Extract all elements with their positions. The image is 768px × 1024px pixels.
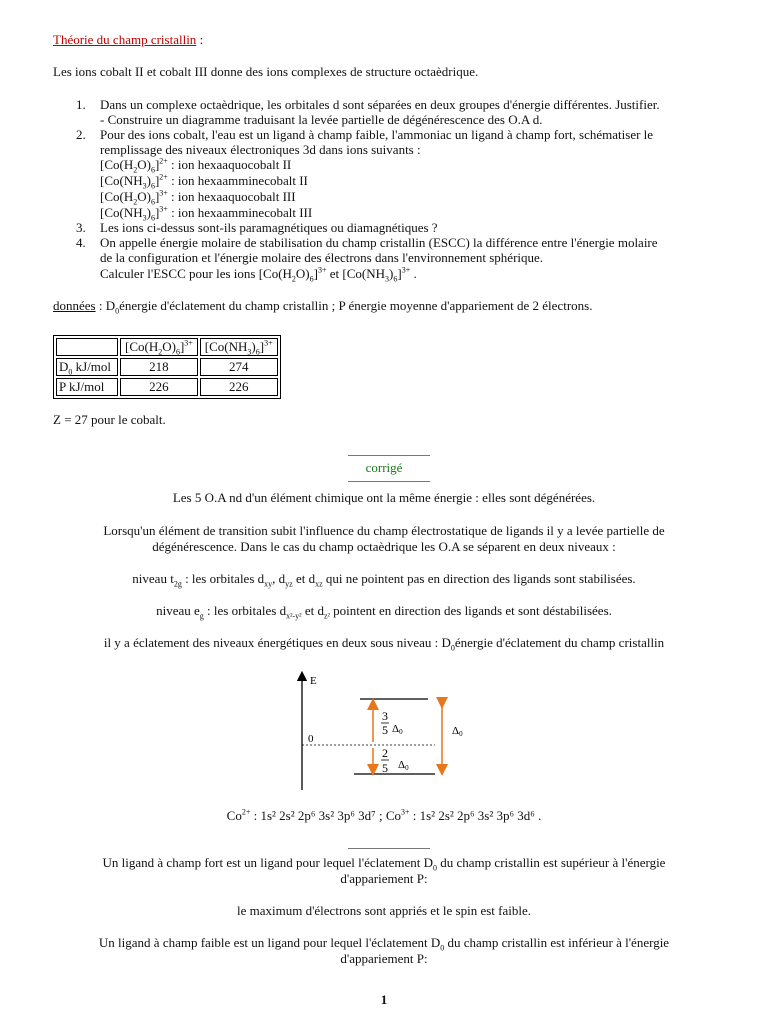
weak-field-text: Un ligand à champ faible est un ligand pour lequel l'éclatement $D_0$ du champ cristallin est inférieur à l'énergie <box>98 935 670 953</box>
ion-line: $[Co(H_2O)_6]^{3+}$ : ion hexaaquocobalt III <box>100 188 296 207</box>
fraction-denominator: 5 <box>382 761 388 775</box>
correction-text: Les 5 O.A nd d'un élément chimique ont la même énergie : elles sont dégénérées. <box>172 490 596 505</box>
fraction-denominator: 5 <box>382 723 388 737</box>
table-row <box>56 338 278 356</box>
electron-config: $Co^{2+}$ : 1s² 2s² 2p⁶ 3s² 3p⁶ 3d⁷ ; $Co^{3+}$ : 1s² 2s² 2p⁶ 3s² 3p⁶ 3d⁶ . <box>226 807 542 823</box>
donnees-label: données <box>53 298 96 313</box>
question-number: 1. <box>76 97 86 112</box>
spin-text: le maximum d'électrons sont appriés et le spin est faible. <box>236 903 532 918</box>
question-line: - Construire un diagramme traduisant la levée partielle de dégénérescence des O.A d. <box>100 112 543 127</box>
intro-text: Les ions cobalt II et cobalt III donne des ions complexes de structure octaèdrique. <box>53 64 479 79</box>
strong-field-text: Un ligand à champ fort est un ligand pour lequel l'éclatement $D_0$ du champ cristallin est supérieur à l'énergie <box>102 855 666 873</box>
question-line: remplissage des niveaux électroniques 3d dans ions suivants : <box>100 142 421 157</box>
eg-text: niveau $e_g$ : les orbitales $d_{x^2-y^2}$ et $d_{z^2}$ pointent en direction des ligands et sont déstabilisées. <box>156 603 612 621</box>
weak-field-text: d'appariement P: <box>340 951 428 966</box>
question-line: de la configuration et l'énergie molaire des électrons dans l'environnement sphérique. <box>100 250 544 265</box>
energy-diagram <box>290 670 480 795</box>
title-line <box>53 32 203 48</box>
data-table <box>53 335 281 399</box>
table-row <box>56 358 278 376</box>
ion-line: $[Co(NH_3)_6]^{2+}$ : ion hexaamminecobalt II <box>100 172 308 191</box>
axis-label: E <box>310 675 317 687</box>
correction-text: dégénérescence. Dans le cas du champ octaèdrique les O.A se séparent en deux niveaux : <box>152 539 616 554</box>
question-number: 2. <box>76 127 86 142</box>
ion-line: $[Co(H_2O)_6]^{2+}$ : ion hexaaquocobalt II <box>100 156 292 175</box>
separator <box>348 848 430 849</box>
delta-symbol: Δ0 <box>398 759 409 772</box>
table-cell: P kJ/mol <box>56 378 118 396</box>
table-cell: 226 <box>120 378 198 396</box>
correction-text: Lorsqu'un élément de transition subit l'influence du champ électrostatique de ligands il y a levée partielle de <box>103 523 665 538</box>
title-suffix: : <box>196 32 204 47</box>
table-cell: 226 <box>200 378 278 396</box>
separator <box>348 455 430 456</box>
t2g-text: niveau $t_{2g}$ : les orbitales $d_{xy}$, $d_{yz}$ et $d_{xz}$ qui ne pointent pas en direction des ligands sont stabilisées. <box>132 571 636 589</box>
corrige-heading: corrigé <box>365 460 403 475</box>
table-header: $[Co(H_2O)_6]^{3+}$ <box>120 338 198 356</box>
question-line: Les ions ci-dessus sont-ils paramagnétiques ou diamagnétiques ? <box>100 220 438 235</box>
question-line: Calculer l'ESCC pour les ions $[Co(H_2O)_6]^{3+}$ et $[Co(NH_3)_6]^{3+}$ . <box>100 265 417 284</box>
z-text: Z = 27 pour le cobalt. <box>53 412 166 427</box>
page-title: Théorie du champ cristallin <box>53 32 197 47</box>
fraction-numerator: 3 <box>382 709 388 723</box>
delta-total-label: Δ0 <box>452 725 463 738</box>
question-line: On appelle énergie molaire de stabilisation du champ cristallin (ESCC) la différence entre l'énergie molaire <box>100 235 658 250</box>
strong-field-text: d'appariement P: <box>340 871 428 886</box>
question-line: Pour des ions cobalt, l'eau est un ligand à champ faible, l'ammoniac un ligand à champ fort, schématiser le <box>100 127 654 142</box>
ion-line: $[Co(NH_3)_6]^{3+}$ : ion hexaamminecobalt III <box>100 204 313 223</box>
table-cell: 218 <box>120 358 198 376</box>
donnees-line: données : $D_0énergie$ d'éclatement du champ cristallin ; P énergie moyenne d'appariement de 2 électrons. <box>53 298 593 316</box>
table-cell: $D_0$ kJ/mol <box>56 358 118 376</box>
table-header: $[Co(NH_3)_6]^{3+}$ <box>200 338 278 356</box>
question-number: 3. <box>76 220 86 235</box>
question-line: Dans un complexe octaèdrique, les orbitales d sont séparées en deux groupes d'énergie différentes. Justifier. <box>100 97 660 112</box>
fraction-numerator: 2 <box>382 746 388 760</box>
delta-symbol: Δ0 <box>392 723 403 736</box>
table-row <box>56 378 278 396</box>
eclatement-text: il y a éclatement des niveaux énergétiques en deux sous niveau : $D_0énergie$ d'éclatement du champ cristallin <box>103 635 665 653</box>
table-cell: 274 <box>200 358 278 376</box>
zero-label: 0 <box>308 733 314 745</box>
page-number: 1 <box>380 992 388 1007</box>
question-number: 4. <box>76 235 86 250</box>
separator <box>348 481 430 482</box>
